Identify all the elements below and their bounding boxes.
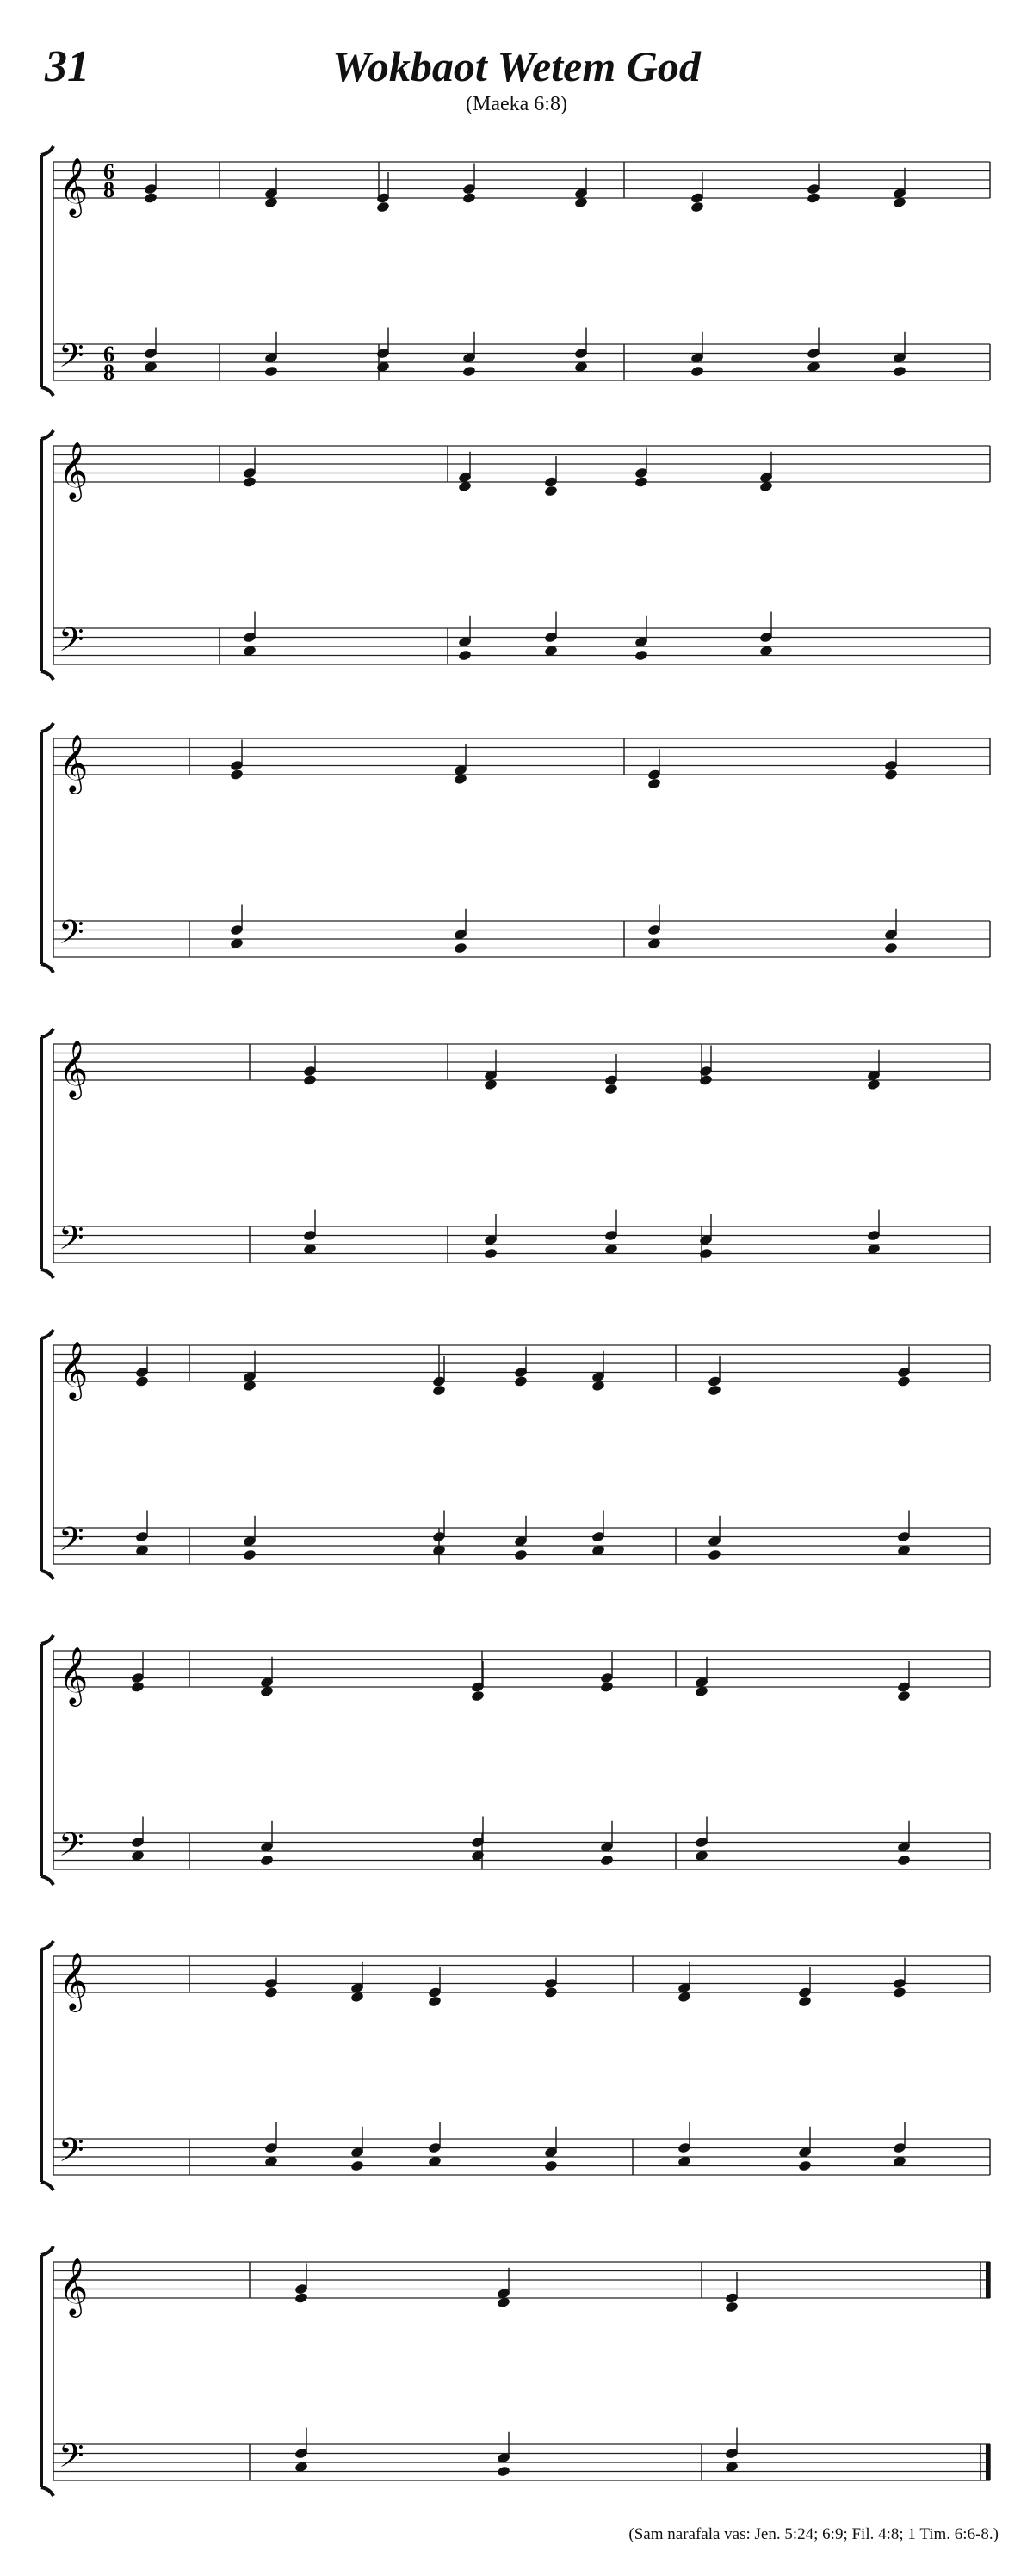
bass-note: [458, 649, 473, 661]
treble-note: [376, 201, 391, 213]
bass-note: [699, 1247, 714, 1259]
treble-note: [243, 476, 257, 488]
treble-note: [798, 1995, 813, 2007]
treble-note: [135, 1375, 150, 1387]
treble-clef-icon: 𝄞: [59, 733, 89, 792]
final-barline: [986, 2262, 990, 2298]
music-system: [0, 1011, 1033, 1304]
staff-notation: [0, 413, 1033, 706]
music-system: [0, 413, 1033, 706]
system-bracket: [41, 1635, 53, 1885]
hymn-number: 31: [45, 42, 90, 91]
staff-notation: [0, 1618, 1033, 1911]
treble-clef-icon: 𝄞: [59, 441, 89, 499]
music-system: [0, 129, 1033, 422]
bass-note: [454, 942, 468, 954]
treble-clef-icon: 𝄞: [59, 1951, 89, 2010]
music-system: [0, 1618, 1033, 1911]
bass-note: [690, 365, 705, 377]
treble-note: [230, 769, 244, 781]
system-bracket: [41, 1941, 53, 2190]
bass-note: [462, 365, 477, 377]
system-bracket: [41, 430, 53, 680]
bass-note: [708, 1548, 722, 1560]
treble-clef-icon: 𝄞: [59, 1646, 89, 1704]
bass-note: [264, 365, 279, 377]
staff-notation: [0, 1313, 1033, 1605]
hymn-title: Wokbaot Wetem God: [332, 42, 701, 90]
time-signature-top: 6: [103, 342, 114, 367]
treble-note: [893, 1986, 907, 1998]
treble-note: [471, 1690, 486, 1702]
staff-notation: [0, 129, 1033, 422]
bass-clef-icon: 𝄢: [59, 620, 84, 667]
bass-note: [897, 1854, 912, 1866]
bass-note: [497, 2465, 511, 2477]
music-system: [0, 1313, 1033, 1605]
system-bracket: [41, 1330, 53, 1579]
staff-notation: [0, 1924, 1033, 2216]
final-barline: [986, 2444, 990, 2480]
treble-note: [303, 1074, 318, 1086]
time-signature-bottom: 8: [103, 177, 114, 202]
staff-notation: [0, 2229, 1033, 2522]
treble-note: [897, 1375, 912, 1387]
treble-note: [514, 1375, 529, 1387]
treble-note: [462, 192, 477, 204]
bass-note: [544, 2159, 559, 2171]
bass-note: [634, 649, 649, 661]
bass-clef-icon: 𝄢: [59, 1218, 84, 1265]
music-system: [0, 706, 1033, 998]
treble-note: [897, 1690, 912, 1702]
treble-clef-icon: 𝄞: [59, 157, 89, 215]
music-system: [0, 2229, 1033, 2522]
treble-note: [428, 1995, 442, 2007]
treble-clef-icon: 𝄞: [59, 1039, 89, 1097]
system-bracket: [41, 2246, 53, 2496]
treble-note: [131, 1681, 145, 1693]
staff-notation: [0, 706, 1033, 998]
treble-note: [884, 769, 899, 781]
time-signature-bottom: 8: [103, 360, 114, 385]
bass-note: [484, 1247, 498, 1259]
staff-notation: [0, 1011, 1033, 1304]
scripture-reference: (Maeka 6:8): [466, 93, 567, 115]
treble-clef-icon: 𝄞: [59, 1340, 89, 1399]
treble-note: [544, 1986, 559, 1998]
treble-note: [708, 1384, 722, 1396]
treble-note: [647, 777, 662, 789]
bass-note: [884, 942, 899, 954]
bass-clef-icon: 𝄢: [59, 336, 84, 383]
treble-note: [144, 192, 158, 204]
treble-note: [634, 476, 649, 488]
bass-note: [893, 365, 907, 377]
bass-clef-icon: 𝄢: [59, 1519, 84, 1566]
treble-note: [264, 1986, 279, 1998]
bass-note: [514, 1548, 529, 1560]
treble-note: [544, 485, 559, 497]
footer-references: (Sam narafala vas: Jen. 5:24; 6:9; Fil. 4:8; 1 Tim. 6:6-8.): [628, 2525, 999, 2543]
bass-note: [798, 2159, 813, 2171]
treble-note: [807, 192, 821, 204]
bass-clef-icon: 𝄢: [59, 2436, 84, 2483]
treble-note: [690, 201, 705, 213]
treble-note: [294, 2292, 309, 2304]
treble-clef-icon: 𝄞: [59, 2257, 89, 2315]
time-signature-top: 6: [103, 159, 114, 184]
bass-clef-icon: 𝄢: [59, 912, 84, 960]
treble-note: [699, 1074, 714, 1086]
system-bracket: [41, 723, 53, 973]
treble-note: [725, 2301, 739, 2313]
bass-note: [350, 2159, 365, 2171]
system-bracket: [41, 1029, 53, 1278]
bass-note: [260, 1854, 275, 1866]
treble-note: [432, 1384, 447, 1396]
music-system: [0, 1924, 1033, 2216]
bass-clef-icon: 𝄢: [59, 1825, 84, 1872]
bass-note: [243, 1548, 257, 1560]
treble-note: [604, 1083, 619, 1095]
bass-clef-icon: 𝄢: [59, 2130, 84, 2178]
system-bracket: [41, 146, 53, 396]
bass-note: [600, 1854, 615, 1866]
treble-note: [600, 1681, 615, 1693]
